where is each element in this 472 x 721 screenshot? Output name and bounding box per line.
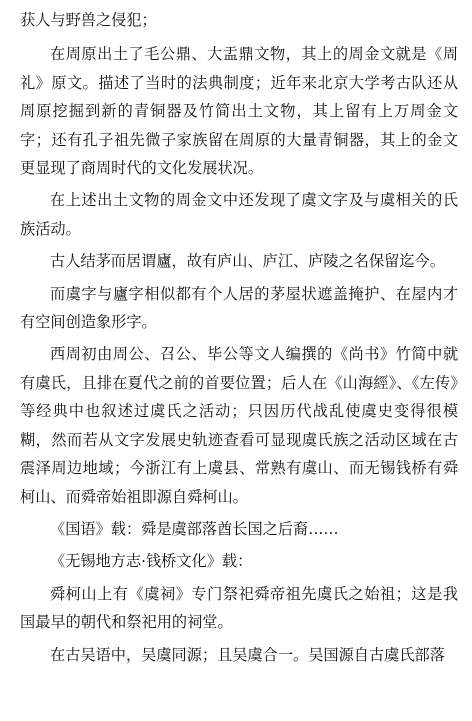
paragraph-zhouyuan-artifacts: 在周原出土了毛公鼎、大盂鼎文物，其上的周金文就是《周礼》原文。描述了当时的法典制度；近年来北京大学考古队还从周原挖掘到新的青铜器及竹简出土文物，其上留有上万周金文字；还有孔子祖先微子家族留在周原的大量青铜器，其上的金文更显现了商周时代的文化发展状况。 xyxy=(20,45,458,178)
paragraph-wu-yu-origin: 在古吴语中，吴虞同源；且吴虞合一。吴国源自古虞氏部落 xyxy=(50,645,445,664)
paragraph-yu-script: 在上述出土文物的周金文中还发现了虞文字及与虞相关的氏族活动。 xyxy=(20,191,458,238)
paragraph-wuxi-gazetteer: 《无锡地方志·钱桥文化》载： xyxy=(50,552,253,571)
paragraph-yu-character: 而虞字与廬字相似都有个人居的茅屋状遮盖掩护、在屋内才有空间创造象形字。 xyxy=(20,284,458,332)
paragraph-guoyu-quote: 《国语》载：舜是虞部落酋长国之后裔…… xyxy=(50,519,339,538)
paragraph-yu-shrine: 舜柯山上有《虞祠》专门祭祀舜帝祖先虞氏之始祖；这是我国最早的朝代和祭祀用的祠堂。 xyxy=(20,584,458,632)
paragraph-shangshu: 西周初由周公、召公、毕公等文人编撰的《尚书》竹简中就有虞氏，且排在夏代之前的首要位置；后人在《山海經》、《左传》等经典中也叙述过虞氏之活动；只因历代战乱使虞史变得很模糊，然而若从文字发展史轨迹查看可显现虞氏族之活动区域在古震泽周边地域；今浙江有上虞县、常熟有虞山、而无锡钱桥有舜柯山、而舜帝始祖即源自舜柯山。 xyxy=(20,345,458,506)
paragraph-lu-dwelling: 古人结茅而居谓廬，故有庐山、庐江、庐陵之名保留迄今。 xyxy=(50,252,445,271)
paragraph-continuation: 获人与野兽之侵犯； xyxy=(20,11,157,29)
